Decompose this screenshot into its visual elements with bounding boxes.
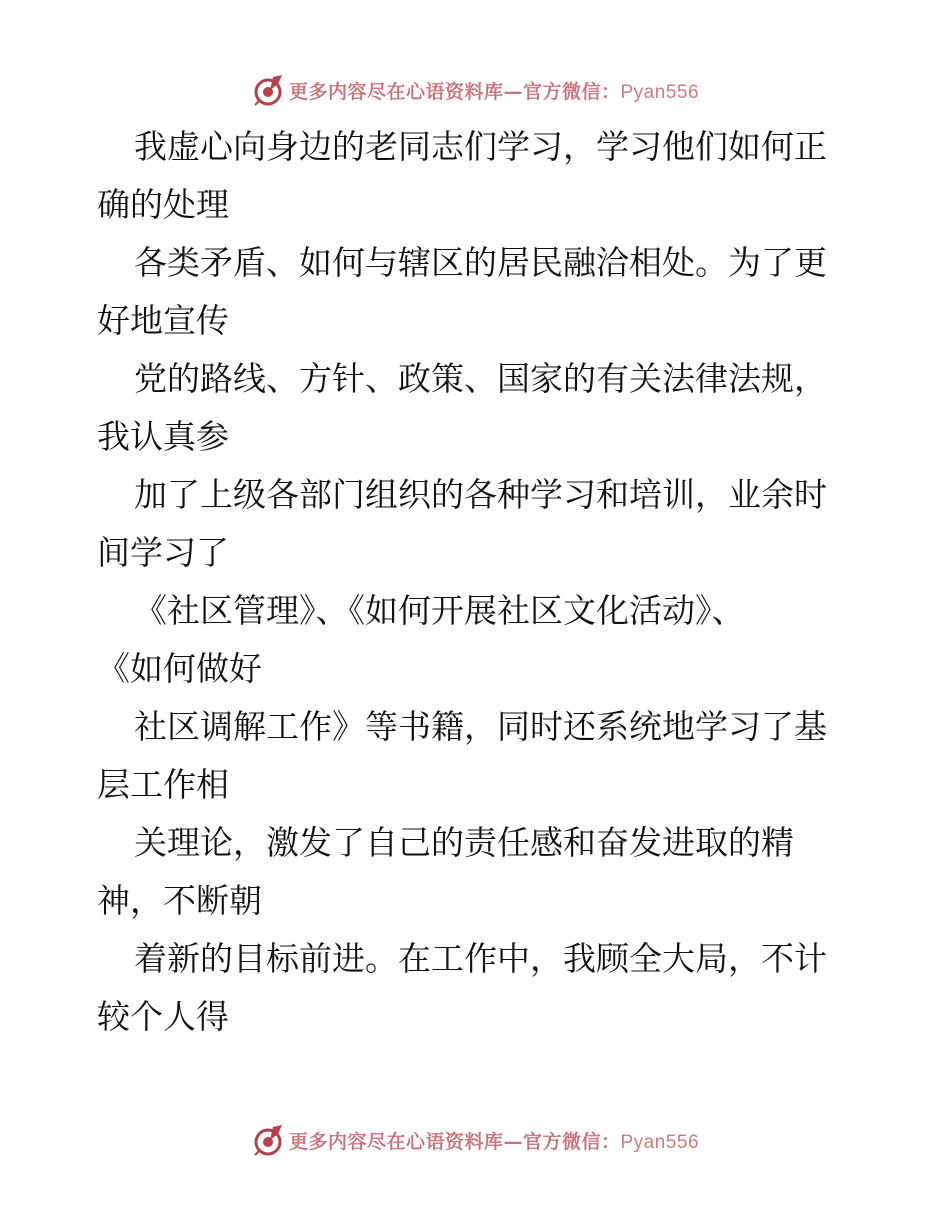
body-line: 我认真参 — [97, 417, 229, 456]
body-line: 《如何做好 — [97, 649, 262, 688]
body-line: 层工作相 — [97, 765, 229, 804]
body-line: 社区调解工作》等书籍，同时还系统地学习了基 — [134, 707, 827, 746]
body-line: 较个人得 — [97, 997, 229, 1036]
body-line: 着新的目标前进。在工作中，我顾全大局，不计 — [134, 939, 827, 978]
body-line: 各类矛盾、如何与辖区的居民融洽相处。为了更 — [134, 243, 827, 282]
body-line: 我虚心向身边的老同志们学习，学习他们如何正 — [134, 127, 827, 166]
footer-banner-main: 更多内容尽在心语资料库—官方微信： — [288, 1130, 621, 1153]
header-banner-text — [289, 77, 699, 104]
footer-banner — [0, 1120, 950, 1160]
footer-banner-content — [251, 1123, 699, 1157]
footer-banner-text — [289, 1127, 699, 1154]
header-banner-content — [251, 73, 699, 107]
body-line: 党的路线、方针、政策、国家的有关法律法规， — [134, 359, 827, 398]
body-line: 间学习了 — [97, 533, 229, 572]
footer-banner-wechat: Pyan556 — [620, 1131, 700, 1153]
body-line: 《社区管理》、《如何开展社区文化活动》、 — [134, 591, 745, 630]
body-line: 神，不断朝 — [97, 881, 262, 920]
body-line: 加了上级各部门组织的各种学习和培训，业余时 — [134, 475, 827, 514]
document-body — [97, 118, 857, 1046]
body-line: 确的处理 — [97, 185, 229, 224]
body-line: 关理论，激发了自己的责任感和奋发进取的精 — [134, 823, 794, 862]
quill-pen-logo-icon — [251, 1123, 285, 1157]
body-line: 好地宣传 — [97, 301, 229, 340]
header-banner — [0, 70, 950, 110]
header-banner-wechat: Pyan556 — [620, 81, 700, 103]
quill-pen-logo-icon — [251, 73, 285, 107]
header-banner-main: 更多内容尽在心语资料库—官方微信： — [288, 80, 621, 103]
